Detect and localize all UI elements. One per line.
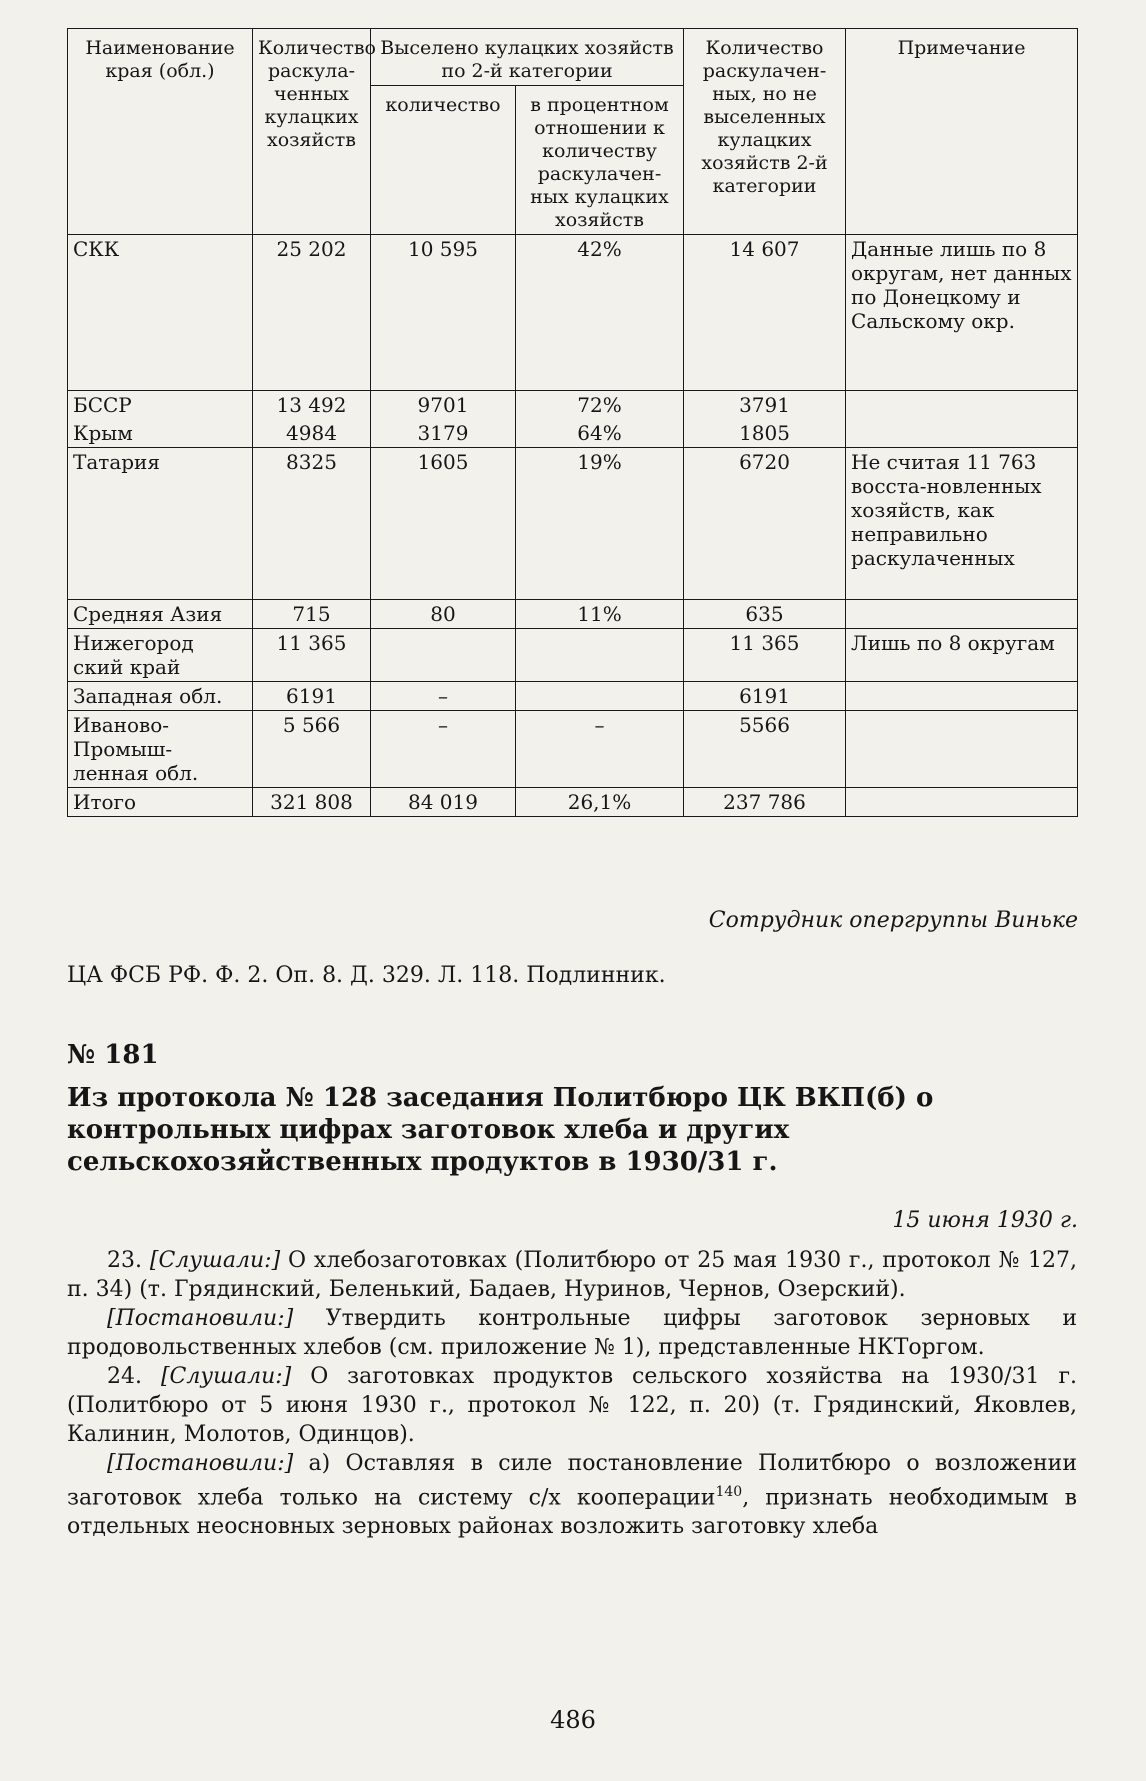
header-evicted-pct: в процентном отношении к количеству раскулачен-ных кулацких хозяйств xyxy=(516,86,684,235)
cell-evicted: 3179 xyxy=(371,419,516,448)
cell-pct: 42% xyxy=(516,235,684,391)
cell-dekulakized: 715 xyxy=(253,600,371,629)
document-number: № 181 xyxy=(67,1040,159,1070)
table-row xyxy=(68,391,1078,420)
paragraph-23-resolution xyxy=(67,1304,1077,1362)
cell-dekulakized: 8325 xyxy=(253,448,371,600)
cell-region: Иваново-Промыш-ленная обл. xyxy=(68,711,253,788)
cell-evicted: 9701 xyxy=(371,391,516,420)
dekulakization-table xyxy=(67,28,1078,817)
table-row xyxy=(68,711,1078,788)
cell-dekulakized: 6191 xyxy=(253,682,371,711)
cell-not-evicted: 5566 xyxy=(684,711,846,788)
document-body xyxy=(67,1246,1077,1541)
cell-not-evicted: 635 xyxy=(684,600,846,629)
cell-dekulakized: 4984 xyxy=(253,419,371,448)
header-evicted-count: количество xyxy=(371,86,516,235)
table-row-total xyxy=(68,788,1078,817)
document-title: Из протокола № 128 заседания Политбюро ЦК ВКП(б) о контрольных цифрах заготовок хлеба и других сельскохозяйственных продуктов в 1930/31 г. xyxy=(67,1083,934,1177)
cell-note xyxy=(846,419,1078,448)
resolved-label: [Постановили:] xyxy=(107,1306,294,1331)
cell-evicted: – xyxy=(371,711,516,788)
paragraph-text: а) Оставляя в силе постановление Политбюро о возложении заготовок хлеба только на систему с/х кооперации xyxy=(67,1451,1077,1511)
paragraph-text: , признать необходимым в отдельных неосновных зерновых районах возложить заготовку хлеба xyxy=(67,1485,1077,1540)
cell-note: Лишь по 8 округам xyxy=(846,629,1078,682)
heard-label: [Слушали:] xyxy=(149,1248,281,1273)
cell-region: Средняя Азия xyxy=(68,600,253,629)
table-row xyxy=(68,600,1078,629)
cell-note: Не считая 11 763 восста-новленных хозяйств, как неправильно раскулаченных xyxy=(846,448,1078,600)
archive-source: ЦА ФСБ РФ. Ф. 2. Оп. 8. Д. 329. Л. 118. Подлинник. xyxy=(67,963,666,988)
cell-region: Итого xyxy=(68,788,253,817)
cell-note: Данные лишь по 8 округам, нет данных по Донецкому и Сальскому окр. xyxy=(846,235,1078,391)
cell-dekulakized: 13 492 xyxy=(253,391,371,420)
cell-evicted xyxy=(371,629,516,682)
cell-region: Западная обл. xyxy=(68,682,253,711)
cell-evicted: 1605 xyxy=(371,448,516,600)
cell-region: Нижегород ский край xyxy=(68,629,253,682)
header-dekulakized: Количество раскула-ченных кулацких хозяйств xyxy=(253,29,371,235)
item-number: 24. xyxy=(107,1364,142,1389)
cell-evicted: – xyxy=(371,682,516,711)
cell-not-evicted: 3791 xyxy=(684,391,846,420)
cell-region: Татария xyxy=(68,448,253,600)
table-row xyxy=(68,419,1078,448)
cell-region: СКК xyxy=(68,235,253,391)
cell-evicted: 84 019 xyxy=(371,788,516,817)
cell-note xyxy=(846,391,1078,420)
heard-label: [Слушали:] xyxy=(160,1364,292,1389)
cell-not-evicted: 6720 xyxy=(684,448,846,600)
header-note: Примечание xyxy=(846,29,1078,235)
cell-not-evicted: 6191 xyxy=(684,682,846,711)
cell-note xyxy=(846,600,1078,629)
cell-not-evicted: 1805 xyxy=(684,419,846,448)
document-date: 15 июня 1930 г. xyxy=(892,1208,1078,1233)
cell-pct xyxy=(516,682,684,711)
cell-dekulakized: 25 202 xyxy=(253,235,371,391)
cell-not-evicted: 11 365 xyxy=(684,629,846,682)
cell-evicted: 10 595 xyxy=(371,235,516,391)
cell-pct xyxy=(516,629,684,682)
paragraph-text: О хлебозаготовках (Политбюро от 25 мая 1930 г., протокол № 127, п. 34) (т. Грядинский, Беленький, Бадаев, Нуринов, Чернов, Озерский). xyxy=(67,1248,1078,1302)
table-row xyxy=(68,448,1078,600)
table-row xyxy=(68,629,1078,682)
cell-dekulakized: 11 365 xyxy=(253,629,371,682)
item-number: 23. xyxy=(107,1248,142,1273)
cell-pct: 64% xyxy=(516,419,684,448)
cell-pct: – xyxy=(516,711,684,788)
paragraph-24-resolution xyxy=(67,1449,1077,1541)
cell-region: БССР xyxy=(68,391,253,420)
resolved-label: [Постановили:] xyxy=(107,1451,294,1476)
header-region: Наименование края (обл.) xyxy=(68,29,253,235)
signature: Сотрудник опергруппы Виньке xyxy=(708,908,1078,933)
cell-evicted: 80 xyxy=(371,600,516,629)
cell-pct: 19% xyxy=(516,448,684,600)
table-row xyxy=(68,682,1078,711)
cell-dekulakized: 5 566 xyxy=(253,711,371,788)
footnote-ref: 140 xyxy=(715,1484,743,1500)
header-not-evicted: Количество раскулачен-ных, но не выселенных кулацких хозяйств 2-й категории xyxy=(684,29,846,235)
header-evicted-group: Выселено кулацких хозяйств по 2-й категории xyxy=(371,29,684,86)
cell-region: Крым xyxy=(68,419,253,448)
cell-not-evicted: 237 786 xyxy=(684,788,846,817)
cell-note xyxy=(846,711,1078,788)
cell-pct: 72% xyxy=(516,391,684,420)
cell-not-evicted: 14 607 xyxy=(684,235,846,391)
paragraph-text: Утвердить контрольные цифры заготовок зерновых и продовольственных хлебов (см. приложение № 1), представленные НКТоргом. xyxy=(67,1306,1078,1360)
cell-pct: 26,1% xyxy=(516,788,684,817)
cell-dekulakized: 321 808 xyxy=(253,788,371,817)
cell-note xyxy=(846,788,1078,817)
paragraph-text: О заготовках продуктов сельского хозяйства на 1930/31 г. (Политбюро от 5 июня 1930 г., протокол № 122, п. 20) (т. Грядинский, Яковлев, Калинин, Молотов, Одинцов). xyxy=(67,1364,1077,1447)
cell-note xyxy=(846,682,1078,711)
cell-pct: 11% xyxy=(516,600,684,629)
page-number: 486 xyxy=(550,1706,596,1734)
table-row xyxy=(68,235,1078,391)
paragraph-23 xyxy=(67,1246,1077,1304)
paragraph-24 xyxy=(67,1362,1077,1449)
